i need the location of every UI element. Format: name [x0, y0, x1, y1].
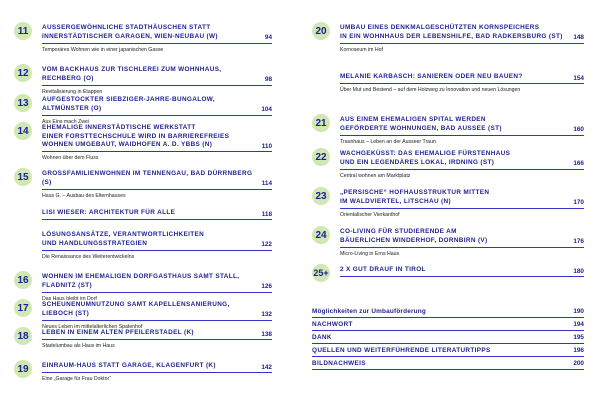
title-underline [340, 276, 584, 277]
page-number: 194 [573, 321, 584, 328]
toc-title-text: MELANIE KARBASCH: SANIEREN ODER NEU BAUEN? [340, 73, 523, 80]
appendix-line [312, 321, 584, 328]
toc-entry[interactable] [14, 329, 272, 350]
chapter-number-badge: 23 [312, 187, 330, 205]
title-underline [42, 151, 272, 152]
chapter-number-badge: 14 [14, 122, 32, 140]
appendix-label: Möglichkeiten zur Umbauförderung [312, 308, 426, 315]
toc-title-text: UMBAU EINES DENKMALGESCHÜTZTEN KORNSPEICHERS [340, 24, 540, 31]
appendix-line [312, 347, 584, 354]
title-underline [42, 372, 272, 373]
appendix-entry[interactable] [312, 360, 584, 370]
chapter-number-badge: 11 [14, 22, 32, 40]
appendix-underline [312, 343, 584, 344]
appendix-label: BILDNACHWEIS [312, 360, 366, 367]
toc-title-line [340, 198, 584, 207]
toc-title-line [42, 273, 272, 290]
title-underline [42, 250, 272, 251]
page-number: 166 [573, 160, 584, 168]
toc-title-text: EINER FORSTTECHSCHULE WIRD IN BARRIEREFREIES [42, 132, 230, 140]
title-underline [42, 219, 272, 220]
toc-subtitle: Die Renaissance des Weiterentwickelns [42, 253, 135, 260]
toc-entry[interactable] [14, 96, 272, 126]
chapter-number-badge: 19 [14, 360, 32, 378]
appendix-underline [312, 330, 584, 331]
page-number: 154 [573, 74, 584, 82]
page-number: 114 [261, 180, 272, 188]
toc-title-line [42, 124, 272, 133]
toc-subtitle: Über Mut und Bestend – auf dem Holzweg zu Innovation und neuen Lösungen [340, 87, 521, 94]
toc-subtitle: Haus G. – Ausbau des Elternhauses [42, 192, 126, 199]
title-underline [340, 247, 584, 248]
toc-title-text: EHEMALIGE INNERSTÄDTISCHE WERKSTATT [42, 124, 196, 131]
page-number: 126 [261, 283, 272, 291]
toc-entry[interactable] [14, 273, 272, 303]
page-number: 195 [573, 334, 584, 341]
chapter-number-badge: 16 [14, 271, 32, 289]
page-number: 142 [261, 363, 272, 371]
appendix-label: DANK [312, 334, 332, 341]
appendix-entry[interactable] [312, 347, 584, 357]
page-number: 176 [573, 238, 584, 246]
title-underline [340, 169, 584, 170]
toc-entry[interactable] [312, 189, 584, 219]
toc-subtitle: Das Haus bleibt im Dorf [42, 295, 97, 302]
title-underline [42, 43, 272, 44]
appendix-entry[interactable] [312, 308, 584, 318]
appendix-line [312, 334, 584, 341]
toc-title-line [340, 150, 584, 159]
toc-title-text: IN EIN WOHNHAUS DER LEBENSHILFE, BAD RADKERSBURG (ST) [340, 32, 563, 40]
toc-title-line [340, 266, 584, 275]
page-number: 98 [264, 76, 272, 84]
page-number: 122 [261, 241, 272, 249]
page-number: 94 [264, 34, 272, 42]
title-underline [340, 83, 584, 84]
toc-title-line [42, 240, 272, 249]
toc-entry[interactable] [14, 301, 272, 331]
toc-title-text: 2 X GUT DRAUF IN TIROL [340, 266, 426, 273]
page-number: 160 [573, 126, 584, 134]
toc-title-text: AUS EINEM EHEMALIGEN SPITAL WERDEN [340, 116, 486, 123]
toc-title-text: CO-LIVING FÜR STUDIERENDE AM [340, 228, 457, 235]
toc-title-text: „PERSISCHE“ HOFHAUSSTRUKTUR MITTEN [340, 189, 490, 196]
page-number: 196 [573, 347, 584, 354]
toc-title-line [340, 24, 584, 33]
toc-entry[interactable] [14, 24, 272, 54]
page-number: 170 [573, 199, 584, 207]
title-underline [340, 43, 584, 44]
title-underline [340, 208, 584, 209]
title-underline [42, 339, 272, 340]
title-underline [42, 292, 272, 293]
title-underline [340, 135, 584, 136]
toc-entry[interactable] [14, 362, 272, 383]
toc-title-line [42, 33, 272, 42]
toc-entry[interactable] [312, 150, 584, 180]
toc-entry[interactable] [312, 24, 584, 54]
appendix-label: NACHWORT [312, 321, 353, 328]
toc-title-line [42, 66, 272, 83]
title-underline [42, 85, 272, 86]
title-underline [42, 320, 272, 321]
toc-title-text: UND HANDLUNGSSTRATEGIEN [42, 239, 148, 247]
toc-title-line [340, 33, 584, 42]
toc-title-text: UND EIN LEGENDÄRES LOKAL, IRDNING (ST) [340, 158, 495, 166]
toc-title-line [340, 228, 584, 237]
appendix-underline [312, 369, 584, 370]
page-number: 200 [573, 360, 584, 367]
toc-title-text: GROSSFAMILIENWOHNEN IM TENNENGAU, BAD DÜRRNBERG (S) [42, 170, 253, 186]
chapter-number-badge: 12 [14, 64, 32, 82]
toc-title-line [340, 159, 584, 168]
toc-subtitle: Neues Leben im mittelalterlichen Spatenhof [42, 323, 143, 330]
toc-title-line [340, 73, 584, 82]
title-underline [42, 189, 272, 190]
toc-title-text: LÖSUNGSANSÄTZE, VERANTWORTLICHKEITEN [42, 231, 205, 238]
chapter-number-badge: 20 [312, 22, 330, 40]
toc-title-text: AUFGESTOCKTER SIEBZIGER-JAHRE-BUNGALOW, ALTMÜNSTER (O) [42, 96, 215, 112]
toc-title-line [42, 231, 272, 240]
toc-entry[interactable] [14, 231, 272, 261]
page-number: 104 [261, 106, 272, 114]
toc-title-line [42, 362, 272, 371]
toc-title-text: EINRAUM-HAUS STATT GARAGE, KLAGENFURT (K) [42, 362, 216, 369]
appendix-entry[interactable] [312, 334, 584, 344]
page-number: 110 [261, 142, 272, 150]
toc-title-line [340, 125, 584, 134]
chapter-number-badge: 15 [14, 168, 32, 186]
toc-title-text: AUSSERGEWÖHNLICHE STADTHÄUSCHEN STATT [42, 24, 211, 31]
toc-entry[interactable] [14, 124, 272, 162]
toc-entry[interactable] [312, 116, 584, 146]
toc-title-line [340, 237, 584, 246]
toc-title-text: IM WALDVIERTEL, LITSCHAU (N) [340, 197, 451, 205]
page-number: 180 [573, 267, 584, 275]
toc-title-text: SCHEUNENUMNUTZUNG SAMT KAPELLENSANIERUNG, LIEBOCH (ST) [42, 301, 230, 317]
appendix-underline [312, 317, 584, 318]
toc-subtitle: Temporäres Wohnen wie in einer japanischen Gasse [42, 46, 164, 53]
toc-title-line [42, 329, 272, 338]
chapter-number-badge: 22 [312, 148, 330, 166]
page-number: 190 [573, 308, 584, 315]
toc-title-text: WACHGEKÜSST: DAS EHEMALIGE FÜRSTENHAUS [340, 150, 511, 157]
toc-entry[interactable] [312, 228, 584, 258]
chapter-number-badge: 24 [312, 226, 330, 244]
toc-entry[interactable] [312, 266, 584, 277]
toc-title-line [42, 141, 272, 150]
chapter-number-badge: 13 [14, 94, 32, 112]
toc-subtitle: Orientalischer Vierkanthof [340, 211, 400, 218]
page-number: 138 [261, 330, 272, 338]
toc-title-line [42, 96, 272, 113]
toc-title-text: LEBEN IN EINEM ALTEN PFEILERSTADEL (K) [42, 329, 194, 336]
toc-subtitle: Central wohnen am Marktplatz [340, 172, 411, 179]
toc-title-line [42, 209, 272, 218]
toc-title-text: VOM BACKHAUS ZUR TISCHLEREI ZUM WOHNHAUS, RECHBERG (O) [42, 66, 222, 82]
toc-title-line [42, 24, 272, 33]
appendix-label: QUELLEN UND WEITERFÜHRENDE LITERATURTIPPS [312, 347, 491, 354]
toc-subtitle: Eine „Garage für Frau Doktor“ [42, 376, 111, 383]
chapter-number-badge: 18 [14, 327, 32, 345]
toc-entry[interactable] [312, 73, 584, 94]
chapter-number-badge: 25+ [312, 264, 330, 282]
toc-entry[interactable] [14, 170, 272, 200]
toc-title-text: WOHNEN IM EHEMALIGEN DORFGASTHAUS SAMT STALL, FLADNITZ (ST) [42, 273, 240, 289]
toc-title-line [340, 189, 584, 198]
toc-subtitle: Micro-Living in Erns Haus [340, 250, 400, 257]
toc-entry[interactable] [14, 209, 272, 220]
appendix-line [312, 308, 584, 315]
appendix-line [312, 360, 584, 367]
toc-title-line [42, 170, 272, 187]
page-number: 118 [261, 210, 272, 218]
toc-subtitle: Kornoseum im Hof [340, 46, 383, 53]
toc-title-line [340, 116, 584, 125]
toc-title-text: INNERSTÄDTISCHER GARAGEN, WIEN-NEUBAU (W) [42, 32, 218, 40]
toc-title-line [42, 133, 272, 142]
toc-title-text: LISI WIESER: ARCHITEKTUR FÜR ALLE [42, 209, 176, 216]
toc-title-text: BÄUERLICHEN WINDERHOF, DORNBIRN (V) [340, 236, 488, 244]
toc-title-text: WOHNEN UMGEBAUT, WAIDHOFEN A. D. YBBS (N) [42, 141, 213, 149]
page-number: 148 [573, 34, 584, 42]
chapter-number-badge: 17 [14, 299, 32, 317]
chapter-number-badge: 21 [312, 114, 330, 132]
appendix-underline [312, 356, 584, 357]
toc-entry[interactable] [14, 66, 272, 96]
toc-subtitle: Stadelumbau als Haus im Haus [42, 343, 115, 350]
title-underline [42, 115, 272, 116]
toc-subtitle: Wohnen über dem Fluss [42, 155, 99, 162]
toc-subtitle: Revitalisierung in Etappen [42, 88, 103, 95]
toc-subtitle: Aus Eins mach Zwei [42, 118, 89, 125]
toc-subtitle: Traunhaus – Leben an der Ausseer Traun [340, 138, 436, 145]
toc-title-text: GEFÖRDERTE WOHNUNGEN, BAD AUSSEE (ST) [340, 124, 502, 132]
page-number: 132 [261, 311, 272, 319]
toc-title-line [42, 301, 272, 318]
appendix-entry[interactable] [312, 321, 584, 331]
